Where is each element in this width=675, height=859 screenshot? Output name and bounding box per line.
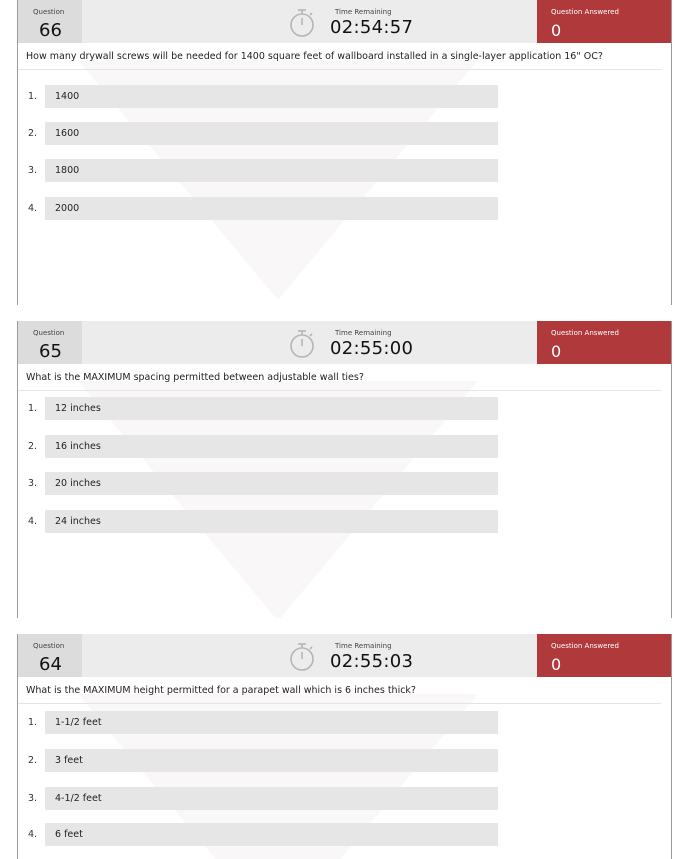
choice-text: 24 inches xyxy=(55,516,101,527)
question-text: What is the MAXIMUM spacing permitted between adjustable wall ties? xyxy=(26,372,364,383)
question-answered-value: 0 xyxy=(551,655,562,674)
question-label: Question xyxy=(33,329,65,337)
choice-box[interactable] xyxy=(45,397,498,420)
choice-number: 2. xyxy=(28,755,38,766)
time-remaining-label: Time Remaining xyxy=(335,329,392,337)
stopwatch-icon xyxy=(288,329,316,359)
answer-choice-3[interactable] xyxy=(18,787,518,810)
answer-choice-4[interactable] xyxy=(18,197,518,220)
choice-box[interactable] xyxy=(45,749,498,772)
choice-number: 4. xyxy=(28,203,38,214)
answer-choice-1[interactable] xyxy=(18,85,518,108)
time-remaining-value: 02:54:57 xyxy=(330,17,414,38)
choice-text: 4-1/2 feet xyxy=(55,793,102,804)
question-answered-box xyxy=(537,321,671,364)
answer-choice-1[interactable] xyxy=(18,397,518,420)
question-number-box xyxy=(18,321,82,364)
question-number-box xyxy=(18,0,82,43)
answer-choice-4[interactable] xyxy=(18,823,518,846)
question-label: Question xyxy=(33,8,65,16)
question-answered-value: 0 xyxy=(551,21,562,40)
question-label: Question xyxy=(33,642,65,650)
choice-box[interactable] xyxy=(45,197,498,220)
choice-number: 2. xyxy=(28,128,38,139)
question-panel-64 xyxy=(17,634,672,859)
question-panel-66 xyxy=(17,0,672,305)
choice-box[interactable] xyxy=(45,787,498,810)
choice-number: 1. xyxy=(28,403,38,414)
question-number-box xyxy=(18,634,82,677)
panel-header xyxy=(18,0,671,43)
choice-number: 4. xyxy=(28,516,38,527)
question-answered-box xyxy=(537,0,671,43)
choice-text: 6 feet xyxy=(55,829,83,840)
choice-box[interactable] xyxy=(45,122,498,145)
time-remaining-value: 02:55:00 xyxy=(330,338,414,359)
answer-choice-2[interactable] xyxy=(18,122,518,145)
choice-box[interactable] xyxy=(45,510,498,533)
time-remaining-value: 02:55:03 xyxy=(330,651,414,672)
choice-number: 2. xyxy=(28,441,38,452)
choice-text: 1-1/2 feet xyxy=(55,717,102,728)
panel-header xyxy=(18,321,671,364)
question-panel-65 xyxy=(17,321,672,618)
choice-box[interactable] xyxy=(45,435,498,458)
time-remaining-label: Time Remaining xyxy=(335,8,392,16)
answer-choice-1[interactable] xyxy=(18,711,518,734)
answer-choice-3[interactable] xyxy=(18,472,518,495)
choice-number: 3. xyxy=(28,165,38,176)
divider xyxy=(18,703,661,704)
question-answered-box xyxy=(537,634,671,677)
choice-text: 12 inches xyxy=(55,403,101,414)
question-number: 64 xyxy=(39,654,62,675)
choice-number: 1. xyxy=(28,91,38,102)
choice-text: 2000 xyxy=(55,203,80,214)
time-remaining-label: Time Remaining xyxy=(335,642,392,650)
answer-choice-2[interactable] xyxy=(18,435,518,458)
question-answered-label: Question Answered xyxy=(551,642,619,650)
question-text: How many drywall screws will be needed for 1400 square feet of wallboard installed in a single-layer application 16" OC? xyxy=(26,51,603,62)
choice-text: 3 feet xyxy=(55,755,83,766)
choice-number: 1. xyxy=(28,717,38,728)
choice-text: 20 inches xyxy=(55,478,101,489)
choice-text: 1600 xyxy=(55,128,80,139)
choice-text: 1400 xyxy=(55,91,80,102)
choice-box[interactable] xyxy=(45,823,498,846)
choice-box[interactable] xyxy=(45,85,498,108)
stopwatch-icon xyxy=(288,8,316,38)
choice-box[interactable] xyxy=(45,159,498,182)
panel-header xyxy=(18,634,671,677)
choice-number: 3. xyxy=(28,478,38,489)
choice-number: 4. xyxy=(28,829,38,840)
answer-choice-2[interactable] xyxy=(18,749,518,772)
choice-box[interactable] xyxy=(45,711,498,734)
divider xyxy=(18,390,661,391)
choice-text: 16 inches xyxy=(55,441,101,452)
question-number: 65 xyxy=(39,341,62,362)
choice-text: 1800 xyxy=(55,165,80,176)
divider xyxy=(18,69,661,70)
question-answered-label: Question Answered xyxy=(551,329,619,337)
choice-box[interactable] xyxy=(45,472,498,495)
question-answered-label: Question Answered xyxy=(551,8,619,16)
choice-number: 3. xyxy=(28,793,38,804)
question-number: 66 xyxy=(39,20,62,41)
question-answered-value: 0 xyxy=(551,342,562,361)
question-text: What is the MAXIMUM height permitted for a parapet wall which is 6 inches thick? xyxy=(26,685,416,696)
answer-choice-4[interactable] xyxy=(18,510,518,533)
stopwatch-icon xyxy=(288,642,316,672)
answer-choice-3[interactable] xyxy=(18,159,518,182)
